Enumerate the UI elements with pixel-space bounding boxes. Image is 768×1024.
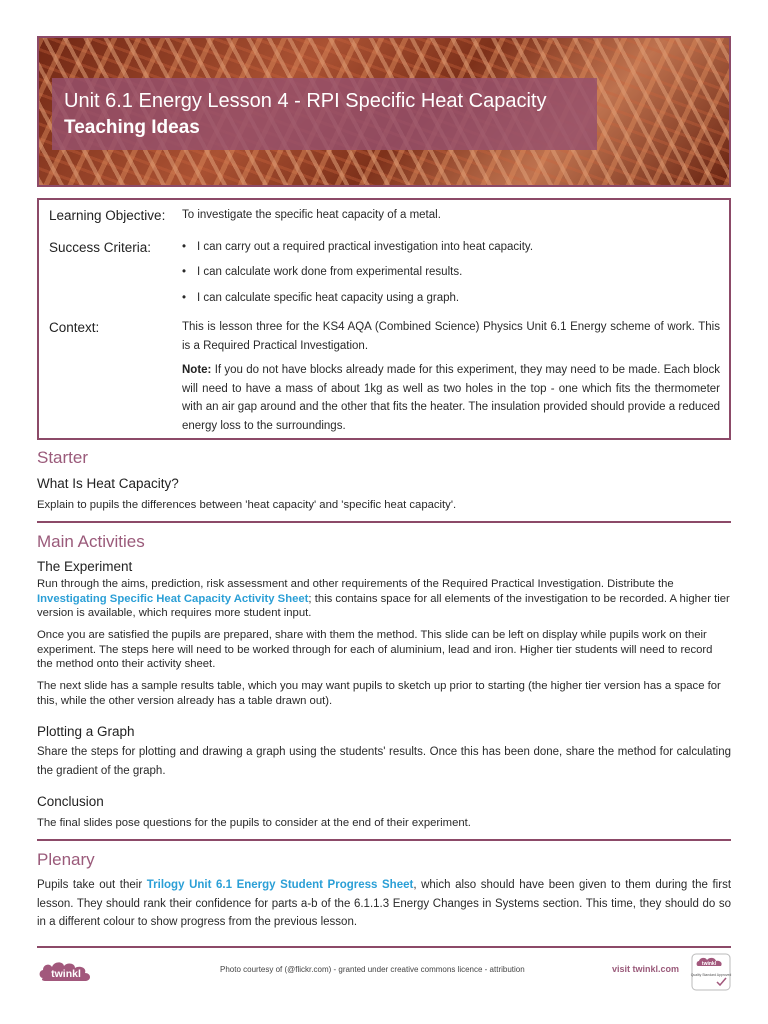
- page-title: Unit 6.1 Energy Lesson 4 - RPI Specific Heat Capacity: [64, 90, 547, 112]
- conclusion-heading: Conclusion: [37, 794, 104, 809]
- graph-heading: Plotting a Graph: [37, 724, 135, 739]
- divider: [37, 521, 731, 523]
- experiment-paragraph-3: The next slide has a sample results table, which you may want pupils to sketch up prior to starting (the higher tier version has a space for this, while the other version already has a table drawn out).: [37, 680, 721, 707]
- experiment-text: Run through the aims, prediction, risk assessment and other requirements of the Required Practical Investigation. Distribute the: [37, 578, 674, 590]
- starter-text: Explain to pupils the differences between 'heat capacity' and 'specific heat capacity'.: [37, 499, 457, 511]
- starter-subheading: What Is Heat Capacity?: [37, 476, 179, 491]
- experiment-heading: The Experiment: [37, 559, 133, 574]
- header-banner: [37, 36, 731, 187]
- conclusion-text: The final slides pose questions for the pupils to consider at the end of their experiment.: [37, 817, 471, 829]
- note-body: If you do not have blocks already made for this experiment, they may need to be made. Each block will need to have a mass of about 1kg as well as two holes in the top - one which fits the thermometer with an air gap around and the other that fits the heater. The insulation provided should provide a reduced energy loss to the surroundings.: [182, 364, 720, 432]
- objectives-box: [37, 198, 731, 440]
- graph-text: Share the steps for plotting and drawing a graph using the students' results. Once this has been done, share the method for calculating the gradient of the graph.: [37, 746, 731, 777]
- plenary-text: [37, 876, 731, 932]
- section-heading-plenary: Plenary: [37, 850, 95, 869]
- title-box: [52, 78, 597, 150]
- note-label: Note:: [182, 364, 212, 376]
- success-criteria-label: Success Criteria:: [49, 240, 152, 255]
- learning-objective-value: To investigate the specific heat capacity of a metal.: [182, 209, 441, 221]
- photo-credit: Photo courtesy of (@flickr.com) - granted under creative commons licence - attribution: [220, 965, 525, 974]
- footer-divider: [37, 946, 731, 948]
- activity-sheet-link[interactable]: Investigating Specific Heat Capacity Activity Sheet: [37, 592, 309, 605]
- page-subtitle: Teaching Ideas: [64, 117, 200, 138]
- plenary-text-b: , which also should have been given to them during the first lesson. They should rank their confidence for parts a-b of the 6.1.1.3 Energy Changes in Systems section. This time, they should do so in a different colour to show progress from the previous lesson.: [37, 879, 732, 928]
- experiment-paragraph-2: Once you are satisfied the pupils are prepared, share with them the method. This slide can be left on display while pupils work on their experiment. The steps here will need to be worked through for each of aluminium, lead and iron. Higher tier students will need to record the method onto their activity sheet.: [37, 629, 713, 670]
- learning-objective-label: Learning Objective:: [49, 208, 166, 223]
- visit-link[interactable]: visit twinkl.com: [612, 964, 680, 974]
- experiment-paragraph-1: [37, 577, 731, 621]
- success-criteria-item: • I can carry out a required practical investigation into heat capacity.: [182, 238, 735, 257]
- progress-sheet-link[interactable]: Trilogy Unit 6.1 Energy Student Progress Sheet: [146, 879, 414, 891]
- context-text: This is lesson three for the KS4 AQA (Combined Science) Physics Unit 6.1 Energy scheme of work. This is a Required Practical Investigation.: [182, 321, 720, 352]
- quality-badge-icon: [690, 952, 732, 992]
- logo-text: twinkl: [51, 968, 81, 980]
- plenary-text-a: Pupils take out their: [37, 879, 147, 891]
- section-heading-starter: Starter: [37, 448, 89, 467]
- experiment-text: ; this contains space for all elements of the investigation to be recorded. A higher tier version is available, which requires more student input.: [37, 592, 730, 619]
- section-heading-main-activities: Main Activities: [37, 532, 145, 551]
- badge-text: Quality Standard Approved: [690, 973, 732, 977]
- context-label: Context:: [49, 320, 100, 335]
- badge-logo-text: twinkl: [701, 961, 717, 967]
- divider: [37, 839, 731, 841]
- success-criteria-item: • I can calculate specific heat capacity using a graph.: [182, 289, 735, 308]
- twinkl-logo[interactable]: [37, 956, 97, 986]
- note-text: [182, 361, 720, 435]
- success-criteria-item: • I can calculate work done from experimental results.: [182, 263, 735, 282]
